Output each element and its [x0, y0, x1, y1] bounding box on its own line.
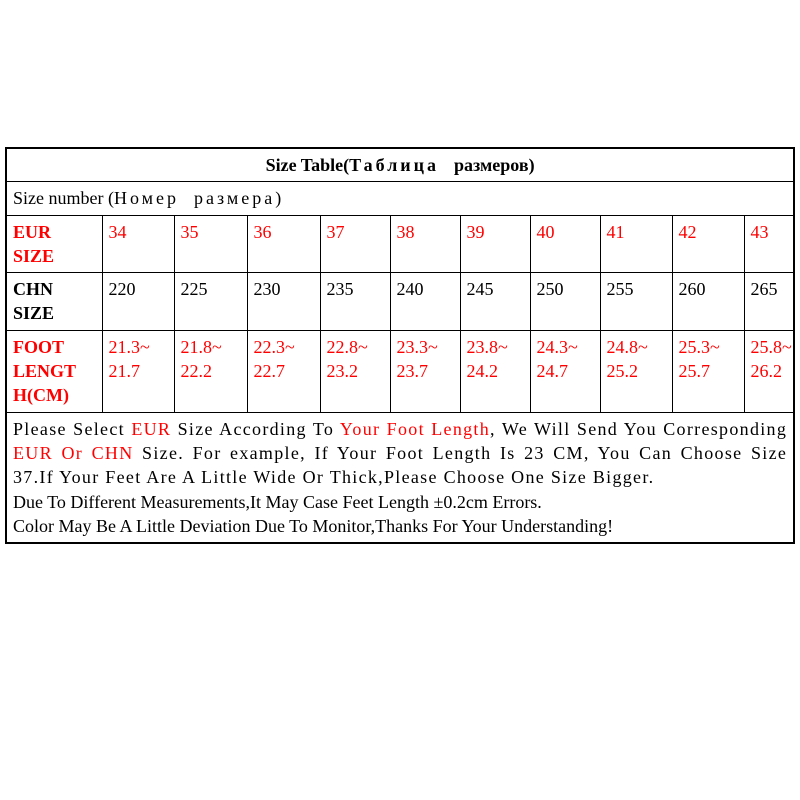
eur-value: 43 [744, 215, 793, 273]
foot-length-value: 22.8~ 23.2 [320, 330, 390, 412]
table-title-row [7, 149, 793, 182]
size-table [7, 149, 794, 542]
eur-value: 38 [390, 215, 460, 273]
title-text: Size Table( [265, 155, 350, 175]
chn-value: 250 [530, 273, 600, 331]
eur-value: 36 [247, 215, 320, 273]
chn-value: 265 [744, 273, 793, 331]
note1-eur-highlight: EUR [131, 418, 172, 439]
foot-label-line1: FOOT [13, 336, 65, 357]
eur-value: 39 [460, 215, 530, 273]
notes-row [7, 412, 793, 542]
eur-size-label [7, 215, 102, 273]
chn-value: 225 [174, 273, 247, 331]
note-paragraph-2: Due To Different Measurements,It May Case Feet Length ±0.2cm Errors. [13, 491, 542, 512]
chn-label-line2: SIZE [13, 303, 55, 324]
note1-eur-chn-highlight: EUR Or CHN [13, 442, 134, 463]
foot-length-value: 21.8~ 22.2 [174, 330, 247, 412]
chn-value: 230 [247, 273, 320, 331]
eur-value: 37 [320, 215, 390, 273]
note1-foot-length-highlight: Your Foot Length [339, 418, 491, 439]
foot-length-value: 23.3~ 23.7 [390, 330, 460, 412]
eur-value: 40 [530, 215, 600, 273]
foot-length-value: 23.8~ 24.2 [460, 330, 530, 412]
title-cyrillic-text-2: размеров) [454, 155, 535, 175]
chn-value: 240 [390, 273, 460, 331]
eur-value: 41 [600, 215, 672, 273]
chn-value: 220 [102, 273, 174, 331]
table-subheader-row [7, 182, 793, 215]
size-number-cyrillic: Номер [113, 188, 180, 209]
note-paragraph-1 [13, 417, 787, 490]
foot-label-line3: H(CM) [13, 385, 69, 406]
chn-value: 260 [672, 273, 744, 331]
note1-part-d: Size. For example, If Your Foot Length Is 23 CM, You Can Choose Size 37.If Your Feet Are A Little Wide Or Thick,Please Choose One Size Bigger. [13, 442, 788, 488]
size-number-cyrillic-2: размера) [194, 188, 285, 209]
note1-part-c: , We Will Send You Corresponding [490, 418, 788, 439]
foot-length-value: 25.3~ 25.7 [672, 330, 744, 412]
note1-part-a: Please Select [13, 418, 132, 439]
eur-label-line1: EUR [13, 221, 52, 242]
foot-length-value: 22.3~ 22.7 [247, 330, 320, 412]
title-cyrillic-text: Таблица [349, 155, 440, 175]
chn-value: 255 [600, 273, 672, 331]
chn-size-row [7, 273, 793, 331]
eur-value: 35 [174, 215, 247, 273]
notes-cell [7, 412, 793, 542]
foot-length-label [7, 330, 102, 412]
foot-length-value: 24.8~ 25.2 [600, 330, 672, 412]
foot-length-row [7, 330, 793, 412]
chn-size-label [7, 273, 102, 331]
foot-label-line2: LENGT [13, 361, 77, 382]
foot-length-value: 21.3~ 21.7 [102, 330, 174, 412]
eur-value: 34 [102, 215, 174, 273]
note-paragraph-3: Color May Be A Little Deviation Due To Monitor,Thanks For Your Understanding! [13, 515, 614, 536]
table-title-cell [7, 149, 793, 182]
eur-size-row [7, 215, 793, 273]
chn-value: 235 [320, 273, 390, 331]
chn-value: 245 [460, 273, 530, 331]
note1-part-b: Size According To [171, 418, 340, 439]
eur-label-line2: SIZE [13, 245, 55, 266]
size-number-header-cell [7, 182, 793, 215]
size-number-label: Size number ( [13, 188, 114, 209]
foot-length-value: 25.8~ 26.2 [744, 330, 793, 412]
chn-label-line1: CHN [13, 279, 53, 300]
foot-length-value: 24.3~ 24.7 [530, 330, 600, 412]
eur-value: 42 [672, 215, 744, 273]
size-table-container [5, 147, 795, 544]
